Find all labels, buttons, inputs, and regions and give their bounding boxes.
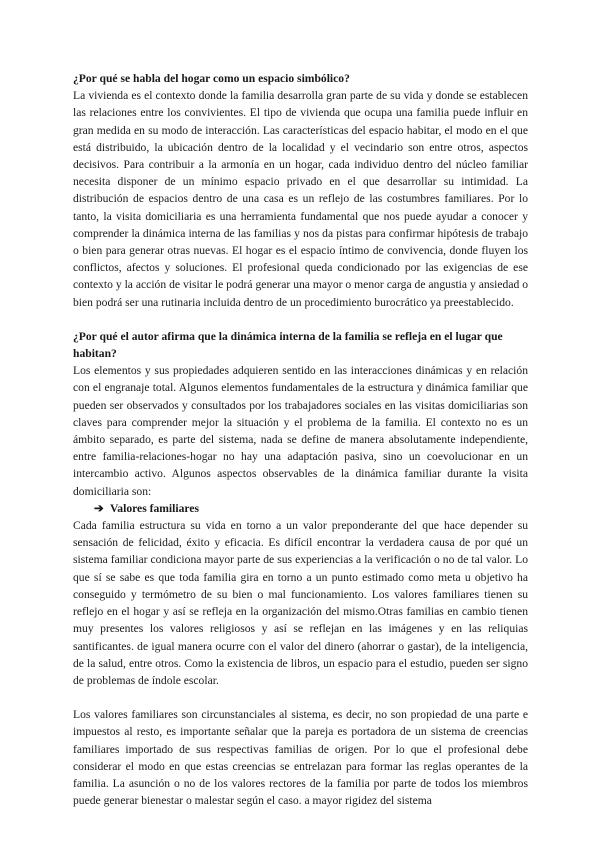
- bullet-label: Valores familiares: [110, 501, 199, 515]
- section2-body3: Los valores familiares son circunstanciales al sistema, es decir, no son propiedad de una parte e impuestos al resto, es importante señalar que la pareja es portadora de un sistema de creencias familiares importado de sus respectivas familias de origen. Por lo que el profesional debe considerar el modo en que estas creencias se entrelazan para formar las reglas operantes de la familia. La asunción o no de los valores rectores de la familia por parte de todos los miembros puede generar bienestar o malestar según el caso. a mayor rigidez del sistema: [73, 708, 528, 808]
- paragraph-gap: [73, 689, 528, 706]
- section1-question: ¿Por qué se habla del hogar como un espacio simbólico?: [73, 72, 350, 85]
- bullet-valores-familiares: [94, 500, 528, 517]
- section2-question: ¿Por qué el autor afirma que la dinámica interna de la familia se refleja en el lugar que habitan?: [73, 329, 503, 361]
- section2-body: Los elementos y sus propiedades adquieren sentido en las interacciones dinámicas y en relación con el engranaje total. Algunos elementos fundamentales de la estructura y dinámica familiar que pueden ser observados y consultados por los trabajadores sociales en las visitas domiciliarias son claves para comprender mejor la situación y el problema de la familia. El contexto no es un ámbito separado, es parte del sistema, nada se define de manera absolutamente independiente, entre familia-relaciones-hogar no hay una adaptación pasiva, sino un coevolucionar en un intercambio activo. Algunos aspectos observables de la dinámica familiar durante la visita domiciliaria son:: [73, 364, 528, 498]
- document-page: [73, 70, 528, 809]
- section1-body: La vivienda es el contexto donde la familia desarrolla gran parte de su vida y donde se establecen las relaciones entre los convivientes. El tipo de vivienda que ocupa una familia puede influir en gran medida en su modo de interacción. Las características del espacio habitar, el modo en el que está distribuido, la ubicación dentro de la localidad y el vecindario son entre otros, aspectos decisivos. Para contribuir a la armonía en un hogar, cada individuo dentro del núcleo familiar necesita disponer de un mínimo espacio privado en el que desarrollar su intimidad. La distribución de espacios dentro de una casa es un reflejo de las costumbres familiares. Por lo tanto, la visita domiciliaria es una herramienta fundamental que nos puede ayudar a conocer y comprender la dinámica interna de las familias y nos da pistas para confirmar hipótesis de trabajo o bien para generar otras nuevas. El hogar es el espacio íntimo de convivencia, donde fluyen los conflictos, afectos y soluciones. El profesional queda condicionado por las exigencias de ese contexto y la acción de visitar le podrá generar una mayor o menor carga de angustia y ansiedad o bien podrá ser una rutinaria incluida dentro de un procedimiento burocrático ya preestablecido.: [73, 89, 528, 309]
- arrow-right-icon: ➔: [94, 501, 104, 515]
- section2-body2: Cada familia estructura su vida en torno a un valor preponderante del que hace depender su sensación de felicidad, éxito y eficacia. Es difícil encontrar la verdadera causa de por qué un sistema familiar condiciona mayor parte de sus experiencias a la verificación o no de tal valor. Lo que sí se sabe es que toda familia gira en torno a un punto estimado como meta u objetivo ha conseguido y termómetro de su bien o mal funcionamiento. Los valores familiares tienen su reflejo en el hogar y así se refleja en la organización del mismo.Otras familias en cambio tienen muy presentes los valores religiosos y así se reflejan en las imágenes y en las reliquias santificantes. de igual manera ocurre con el valor del dinero (ahorrar o gastar), de la inteligencia, de la salud, entre otros. Como la existencia de libros, un espacio para el estudio, pueden ser signo de problemas de índole escolar.: [73, 519, 528, 687]
- paragraph-gap: [73, 311, 528, 328]
